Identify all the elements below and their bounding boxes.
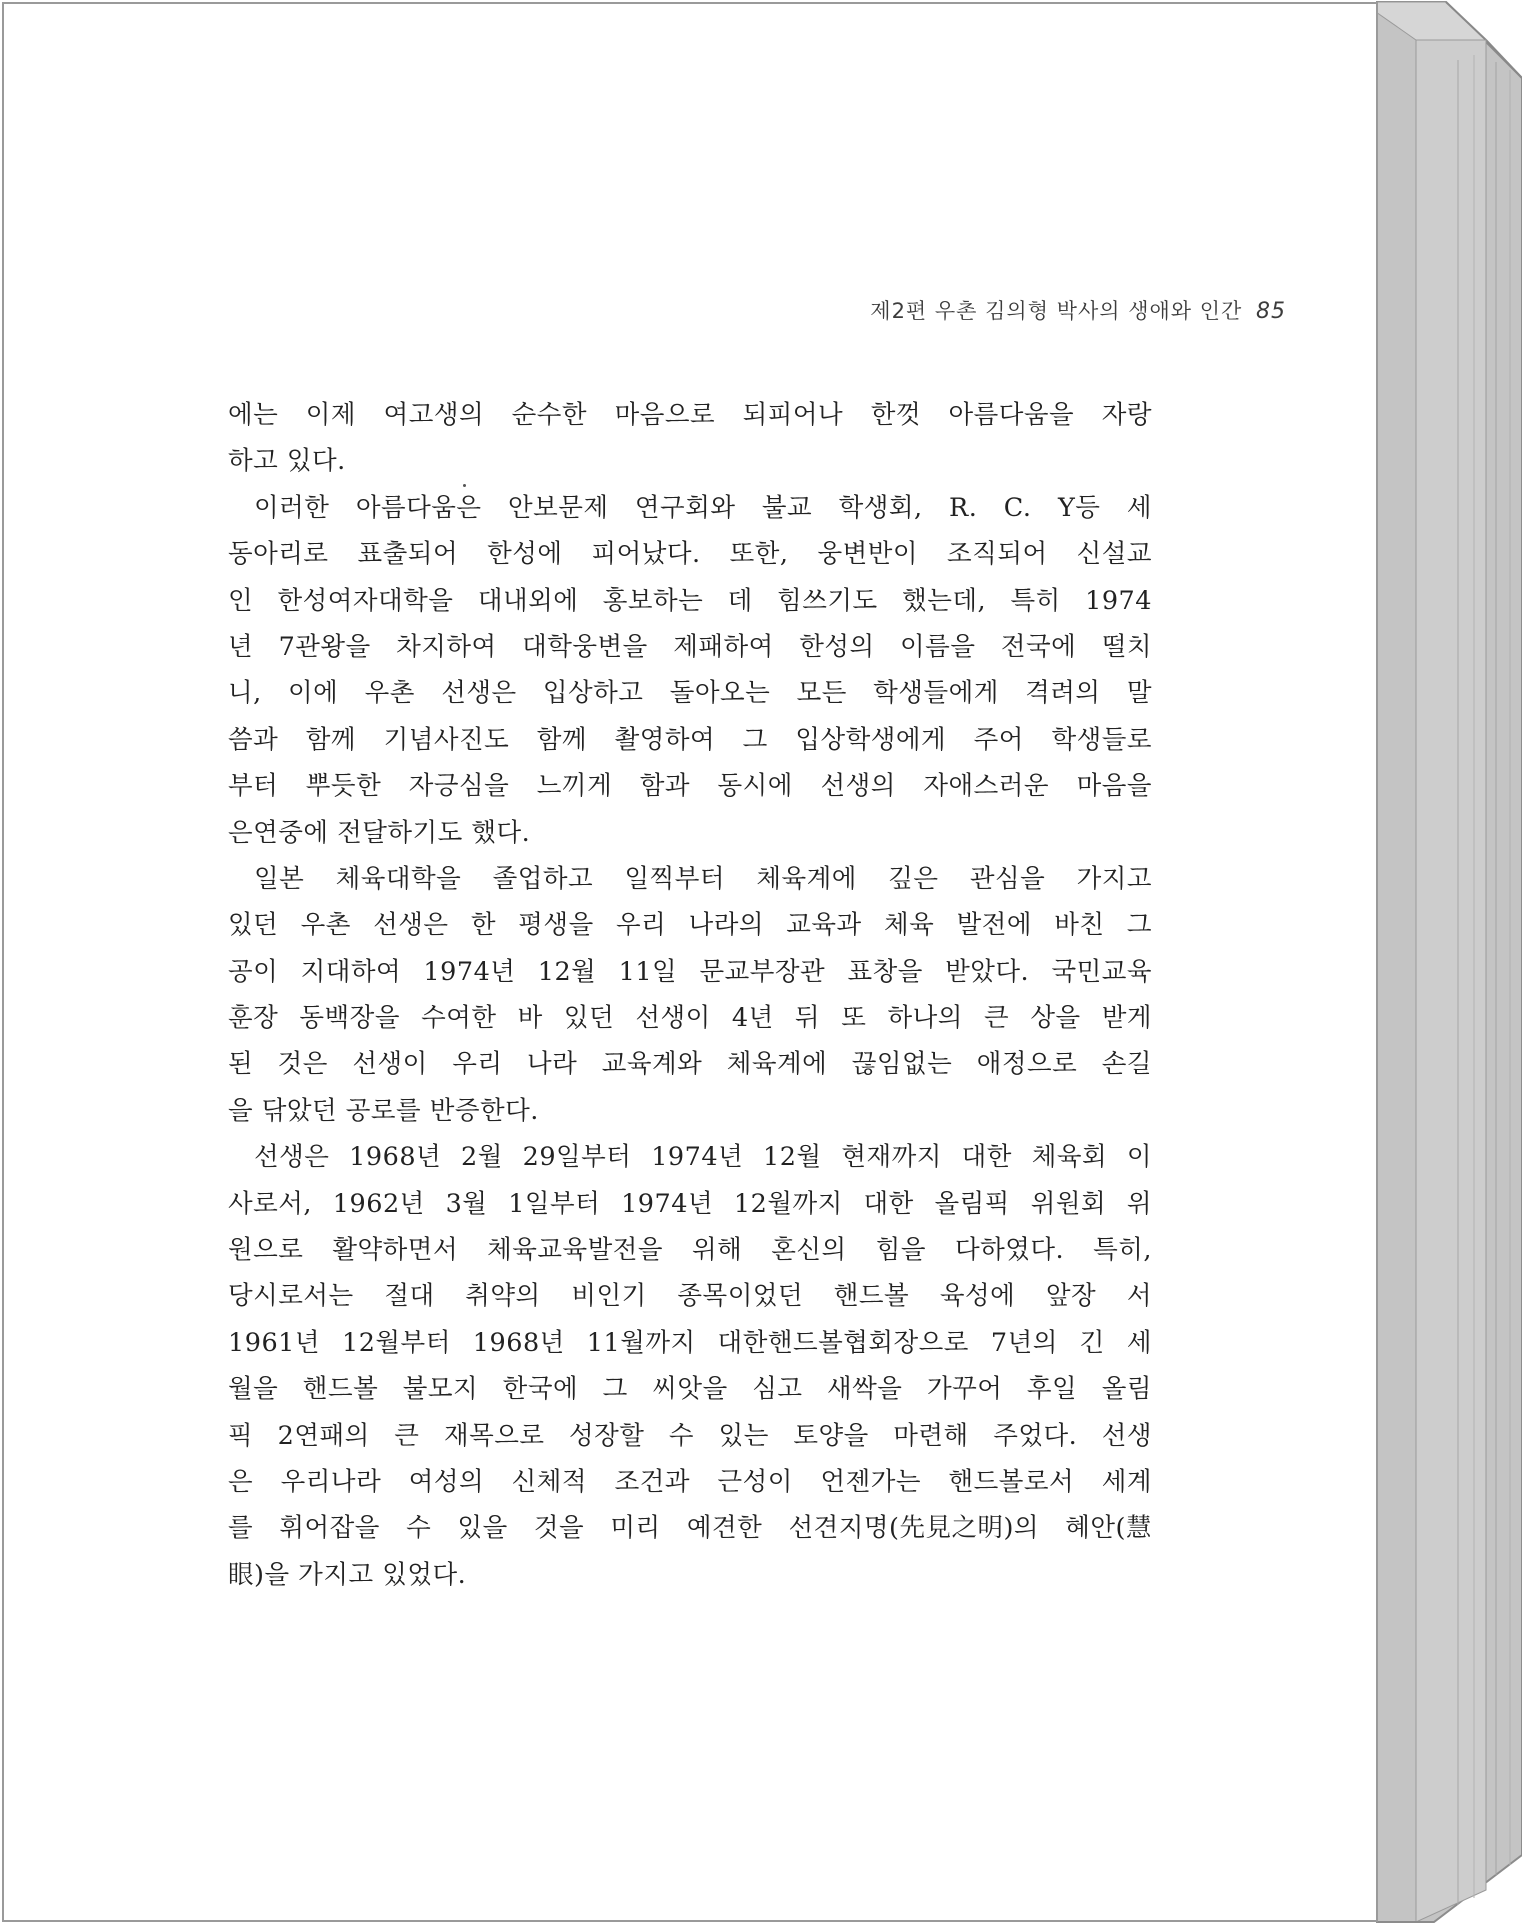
text-line: 은 우리나라 여성의 신체적 조건과 근성이 언젠가는 핸드볼로서 세계 — [228, 1466, 1152, 1497]
text-line: 훈장 동백장을 수여한 바 있던 선생이 4년 뒤 또 하나의 큰 상을 받게 — [228, 1003, 1152, 1034]
text-line: 에는 이제 여고생의 순수한 마음으로 되피어나 한껏 아름다움을 자랑 — [228, 400, 1152, 430]
body-text — [228, 392, 1152, 1598]
text-line: 원으로 활약하면서 체육교육발전을 위해 혼신의 힘을 다하였다. 특히, — [228, 1235, 1152, 1266]
text-line: 씀과 함께 기념사진도 함께 촬영하여 그 입상학생에게 주어 학생들로 — [228, 724, 1152, 755]
text-line: 부터 뿌듯한 자긍심을 느끼게 함과 동시에 선생의 자애스러운 마음을 — [228, 771, 1152, 802]
text-line: 동아리로 표출되어 한성에 피어났다. 또한, 웅변반이 조직되어 신설교 — [228, 539, 1152, 570]
text-line: 1961년 12월부터 1968년 11월까지 대한핸드볼협회장으로 7년의 긴 세 — [228, 1327, 1152, 1358]
text-line: 사로서, 1962년 3월 1일부터 1974년 12월까지 대한 올림픽 위원회 위 — [228, 1188, 1152, 1219]
text-line: 년 7관왕을 차지하여 대학웅변을 제패하여 한성의 이름을 전국에 떨치 — [228, 631, 1152, 662]
text-line: 니, 이에 우촌 선생은 입상하고 돌아오는 모든 학생들에게 격려의 말 — [228, 678, 1152, 709]
text-line: 인 한성여자대학을 대내외에 홍보하는 데 힘쓰기도 했는데, 특히 1974 — [228, 585, 1152, 616]
text-line: 된 것은 선생이 우리 나라 교육계와 체육계에 끊임없는 애정으로 손길 — [228, 1049, 1152, 1080]
text-line: 당시로서는 절대 취약의 비인기 종목이었던 핸드볼 육성에 앞장 서 — [228, 1281, 1152, 1312]
page-number: 85 — [1256, 299, 1286, 324]
running-head — [870, 295, 1286, 325]
text-line: 이러한 아름다움은 안보문제 연구회와 불교 학생회, R. C. Y등 세 — [254, 492, 1152, 523]
text-line: 일본 체육대학을 졸업하고 일찍부터 체육계에 깊은 관심을 가지고 — [254, 863, 1152, 894]
text-line: 월을 핸드볼 불모지 한국에 그 씨앗을 심고 새싹을 가꾸어 후일 올림 — [228, 1374, 1152, 1405]
running-head-title: 제2편 우촌 김의형 박사의 생애와 인간 — [870, 299, 1243, 323]
text-line: 를 휘어잡을 수 있을 것을 미리 예견한 선견지명(先見之明)의 혜안(慧 — [228, 1513, 1152, 1544]
text-line: 공이 지대하여 1974년 12월 11일 문교부장관 표창을 받았다. 국민교육 — [228, 956, 1152, 987]
page-stack-edge — [1376, 0, 1522, 1926]
text-line: 은연중에 전달하기도 했다. — [228, 817, 531, 848]
text-line: 픽 2연패의 큰 재목으로 성장할 수 있는 토양을 마련해 주었다. 선생 — [228, 1420, 1152, 1451]
text-line: 선생은 1968년 2월 29일부터 1974년 12월 현재까지 대한 체육회 이 — [254, 1142, 1152, 1173]
text-line: 있던 우촌 선생은 한 평생을 우리 나라의 교육과 체육 발전에 바친 그 — [228, 910, 1152, 941]
text-line: 하고 있다. — [228, 446, 346, 477]
text-line: 을 닦았던 공로를 반증한다. — [228, 1095, 539, 1126]
text-line: 眼)을 가지고 있었다. — [228, 1559, 467, 1590]
